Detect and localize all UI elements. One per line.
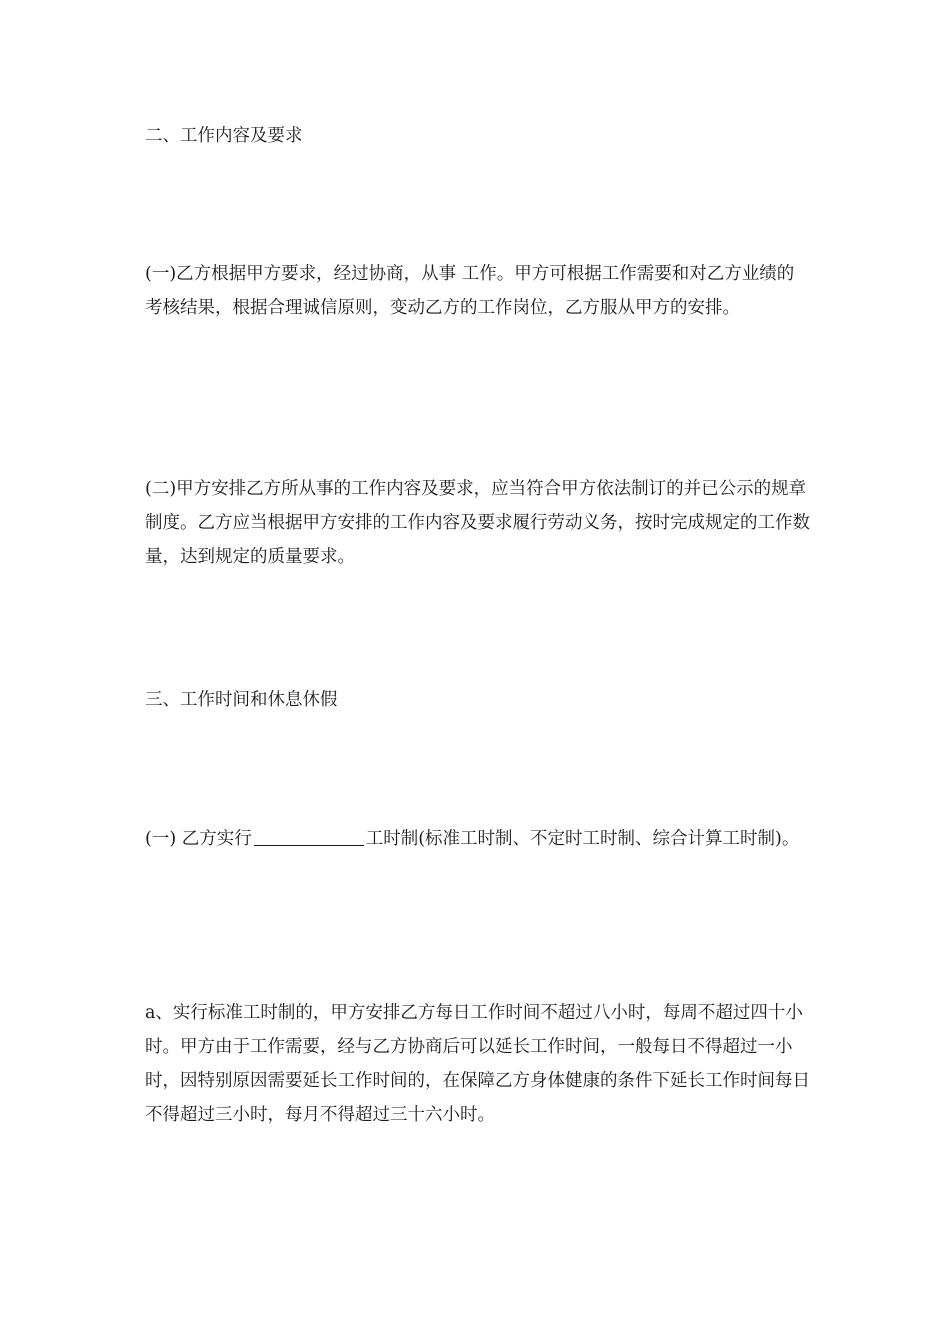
paragraph-text-before-blank: (一) 乙方实行 bbox=[145, 829, 252, 849]
fill-in-blank[interactable] bbox=[254, 825, 364, 846]
paragraph-text-after-blank: 工时制(标准工时制、不定时工时制、综合计算工时制)。 bbox=[365, 829, 800, 849]
section-heading-work-content: 二、工作内容及要求 bbox=[145, 126, 303, 146]
paragraph-work-content-1: (一)乙方根据甲方要求，经过协商，从事 工作。甲方可根据工作需要和对乙方业绩的考核结果，根据合理诚信原则，变动乙方的工作岗位，乙方服从甲方的安排。 bbox=[145, 264, 795, 318]
paragraph-working-hours-1 bbox=[145, 822, 810, 856]
paragraph-standard-hours: a、实行标准工时制的，甲方安排乙方每日工作时间不超过八小时，每周不超过四十小时。甲方由于工作需要，经与乙方协商后可以延长工作时间，一般每日不得超过一小时，因特别原因需要延长工作时间的，在保障乙方身体健康的条件下延长工作时间每日不得超过三小时，每月不得超过三十六小时。 bbox=[145, 1003, 810, 1125]
paragraph-work-content-2: (二)甲方安排乙方所从事的工作内容及要求，应当符合甲方依法制订的并已公示的规章制度。乙方应当根据甲方安排的工作内容及要求履行劳动义务，按时完成规定的工作数量，达到规定的质量要求。 bbox=[145, 479, 810, 567]
section-heading-working-hours: 三、工作时间和休息休假 bbox=[145, 690, 338, 710]
